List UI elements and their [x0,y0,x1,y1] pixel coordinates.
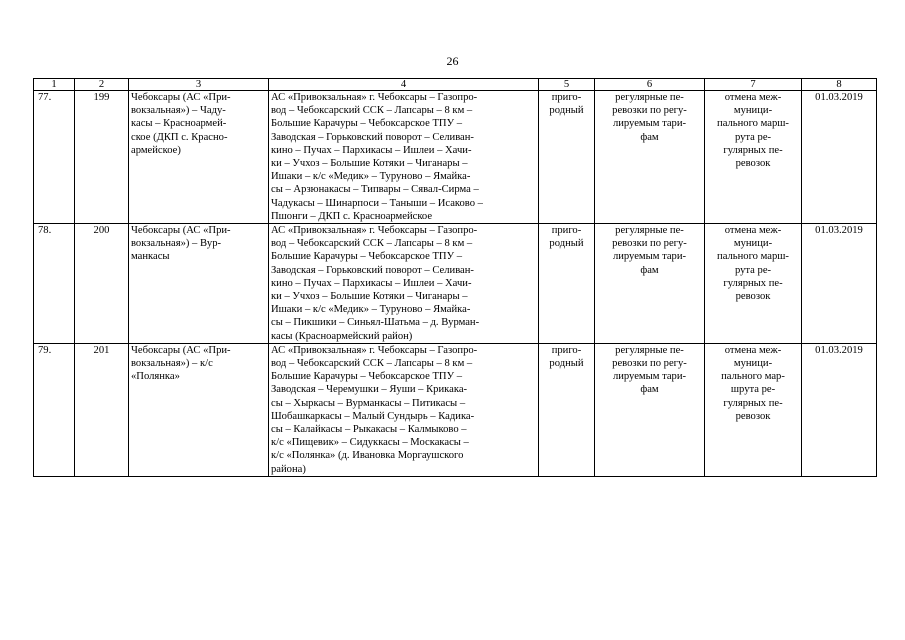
route-name-cell [129,343,269,476]
route-name-cell-line: «Полянка» [131,371,180,383]
action-cell-line: отмена меж- [724,344,782,356]
route-path-cell-line: района) [271,463,306,475]
route-path-cell-line: кино – Пучах – Пархикасы – Ишлеи – Хачи- [271,144,472,156]
route-path-cell-line: сы – Калайкасы – Рыкакасы – Калмыково – [271,424,467,436]
route-path-cell-line: к/с «Пищевик» – Сидуккасы – Москакасы – [271,437,469,449]
route-path-cell-line: кино – Пучах – Пархикасы – Ишлеи – Хачи- [271,277,472,289]
action-cell-line: пального мар- [721,371,785,383]
action-cell-line: ревозок [735,291,771,303]
action-cell-line: отмена меж- [724,92,782,103]
route-name-cell-line: манкасы [131,251,170,263]
row-number-cell: 79. [34,343,75,476]
action-cell-line: рута ре- [734,264,772,276]
route-path-cell-line: Заводская – Горьковский поворот – Селиван- [271,131,474,143]
route-path-cell-line: Большие Карачуры – Чебоксарское ТПУ – [271,251,463,263]
header-cell: 6 [595,79,705,91]
route-name-cell-line: вокзальная») – Чаду- [131,105,226,117]
header-cell: 1 [34,79,75,91]
route-type-cell-line: приго- [551,344,582,356]
route-name-cell-line: Чебоксары (АС «При- [131,92,231,103]
tariff-cell-line: лируемым тари- [612,371,687,383]
table-row [34,91,877,224]
action-cell-line: гулярных пе- [723,277,783,289]
route-path-cell-line: Заводская – Горьковский поворот – Селиван- [271,264,474,276]
route-type-cell [539,343,595,476]
date-cell: 01.03.2019 [802,91,877,224]
tariff-cell-line: регулярные пе- [615,225,684,237]
tariff-cell-line: ревозки по регу- [612,358,687,370]
route-path-cell-line: АС «Привокзальная» г. Чебоксары – Газопро- [271,92,478,103]
tariff-cell-line: лируемым тари- [612,118,687,130]
date-cell: 01.03.2019 [802,343,877,476]
route-path-cell-line: ки – Учхоз – Большие Котяки – Чиганары – [271,158,468,170]
route-path-cell-line: Заводская – Черемушки – Яуши – Крикака- [271,384,468,396]
route-path-cell-line: Пшонги – ДКП с. Красноармейское [271,210,433,222]
action-cell-line: отмена меж- [724,225,782,237]
action-cell-line: муници- [733,358,773,370]
route-path-cell-line: Большие Карачуры – Чебоксарское ТПУ – [271,118,463,130]
action-cell-line: пального марш- [717,251,789,263]
tariff-cell-line: фам [640,384,659,396]
tariff-cell-line: регулярные пе- [615,92,684,103]
header-cell: 5 [539,79,595,91]
header-cell: 8 [802,79,877,91]
action-cell-line: пального марш- [717,118,789,130]
route-name-cell-line: армейское) [131,144,181,156]
route-path-cell-line: Шобашкаркасы – Малый Сундырь – Кадика- [271,410,475,422]
table-row [34,224,877,344]
route-path-cell-line: касы (Красноармейский район) [271,330,413,342]
route-name-cell [129,91,269,224]
header-cell: 4 [269,79,539,91]
action-cell-line: шрута ре- [730,384,776,396]
route-path-cell-line: Большие Карачуры – Чебоксарское ТПУ – [271,371,463,383]
route-name-cell-line: вокзальная») – к/с [131,358,213,370]
route-path-cell-line: Ишаки – к/с «Медик» – Туруново – Ямайка- [271,171,471,183]
route-name-cell-line: Чебоксары (АС «При- [131,344,231,356]
action-cell [705,224,802,344]
tariff-cell-line: регулярные пе- [615,344,684,356]
route-type-cell-line: родный [549,105,584,117]
route-path-cell-line: сы – Пикшики – Синьял-Шатьма – д. Вурман- [271,317,480,329]
route-name-cell [129,224,269,344]
route-path-cell-line: вод – Чебоксарский ССК – Лапсары – 8 км – [271,358,473,370]
route-type-cell [539,224,595,344]
tariff-cell [595,91,705,224]
route-name-cell-line: касы – Красноармей- [131,118,227,130]
route-path-cell-line: сы – Хыркасы – Вурманкасы – Питикасы – [271,397,466,409]
route-name-cell-line: Чебоксары (АС «При- [131,225,231,237]
route-type-cell-line: родный [549,238,584,250]
header-cell: 2 [75,79,129,91]
action-cell-line: гулярных пе- [723,144,783,156]
date-cell: 01.03.2019 [802,224,877,344]
tariff-cell [595,343,705,476]
tariff-cell-line: ревозки по регу- [612,105,687,117]
routes-table [33,78,877,477]
route-path-cell-line: сы – Арзюнакасы – Типвары – Сявал-Сирма – [271,184,479,196]
action-cell-line: гулярных пе- [723,397,783,409]
header-row [34,79,877,91]
row-number-cell: 78. [34,224,75,344]
route-type-cell-line: приго- [551,92,582,103]
table-row [34,343,877,476]
tariff-cell-line: ревозки по регу- [612,238,687,250]
page-number: 26 [446,54,459,68]
header-cell: 7 [705,79,802,91]
route-path-cell-line: АС «Привокзальная» г. Чебоксары – Газопро- [271,225,478,237]
tariff-cell-line: фам [640,264,659,276]
tariff-cell-line: лируемым тари- [612,251,687,263]
route-path-cell-line: АС «Привокзальная» г. Чебоксары – Газопро- [271,344,478,356]
route-path-cell-line: вод – Чебоксарский ССК – Лапсары – 8 км – [271,238,473,250]
tariff-cell-line: фам [640,131,659,143]
tariff-cell [595,224,705,344]
action-cell-line: муници- [733,238,773,250]
route-code-cell: 200 [75,224,129,344]
route-path-cell-line: к/с «Полянка» (д. Ивановка Моргаушского [271,450,464,462]
action-cell-line: ревозок [735,158,771,170]
route-code-cell: 201 [75,343,129,476]
route-path-cell [269,224,539,344]
route-type-cell-line: приго- [551,225,582,237]
route-path-cell [269,91,539,224]
route-path-cell-line: ки – Учхоз – Большие Котяки – Чиганары – [271,291,468,303]
route-path-cell-line: Чадукасы – Шинарпоси – Таныши – Исаково – [271,197,483,209]
route-name-cell-line: ское (ДКП с. Красно- [131,131,228,143]
action-cell-line: муници- [733,105,773,117]
route-path-cell-line: Ишаки – к/с «Медик» – Туруново – Ямайка- [271,304,471,316]
route-code-cell: 199 [75,91,129,224]
route-type-cell-line: родный [549,358,584,370]
action-cell [705,91,802,224]
route-path-cell [269,343,539,476]
route-name-cell-line: вокзальная») – Вур- [131,238,222,250]
header-cell: 3 [129,79,269,91]
row-number-cell: 77. [34,91,75,224]
action-cell-line: рута ре- [734,131,772,143]
action-cell-line: ревозок [735,410,771,422]
action-cell [705,343,802,476]
route-path-cell-line: вод – Чебоксарский ССК – Лапсары – 8 км – [271,105,473,117]
route-type-cell [539,91,595,224]
